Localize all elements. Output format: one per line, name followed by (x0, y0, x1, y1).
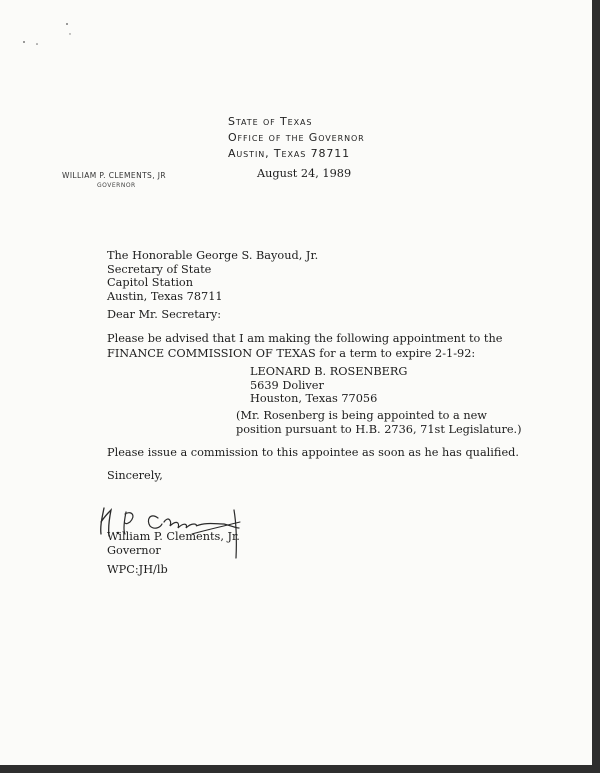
governor-name: WILLIAM P. CLEMENTS, JR (62, 171, 167, 180)
letter-date: August 24, 1989 (257, 167, 352, 180)
appointee-city: Houston, Texas 77056 (250, 392, 378, 405)
recipient-line: Secretary of State (107, 262, 212, 276)
paragraph-line: FINANCE COMMISSION OF TEXAS for a term to expire 2-1-92: (107, 346, 476, 360)
letterhead-state: State of Texas (228, 115, 313, 128)
letterhead (228, 114, 365, 162)
recipient-line: The Honorable George S. Bayoud, Jr. (107, 249, 319, 262)
commission-paragraph: Please issue a commission to this appointee as soon as he has qualified. (107, 446, 519, 459)
recipient-line: Austin, Texas 78711 (107, 289, 223, 303)
signer-title: Governor (107, 543, 161, 557)
note-line: (Mr. Rosenberg is being appointed to a new (236, 409, 487, 422)
reference-initials: WPC:JH/lb (107, 563, 168, 576)
paper-specks (0, 0, 120, 60)
scan-border-bottom (0, 765, 600, 773)
governor-title: GOVERNOR (97, 182, 136, 189)
salutation: Dear Mr. Secretary: (107, 308, 222, 321)
recipient-address (107, 249, 318, 303)
appointee-block (250, 365, 407, 406)
appointment-paragraph (107, 332, 502, 361)
letterhead-city: Austin, Texas 78711 (228, 147, 351, 160)
scan-border-right (592, 0, 600, 773)
signature-block (107, 530, 240, 557)
note-line: position pursuant to H.B. 2736, 71st Legislature.) (236, 422, 522, 436)
signer-name: William P. Clements, Jr. (107, 530, 240, 543)
appointee-street: 5639 Doliver (250, 378, 324, 392)
paragraph-line: Please be advised that I am making the following appointment to the (107, 332, 503, 345)
appointment-note (236, 409, 522, 436)
letterhead-office: Office of the Governor (228, 131, 365, 144)
recipient-line: Capitol Station (107, 276, 194, 289)
closing: Sincerely, (107, 469, 163, 482)
appointee-name: LEONARD B. ROSENBERG (250, 365, 408, 378)
